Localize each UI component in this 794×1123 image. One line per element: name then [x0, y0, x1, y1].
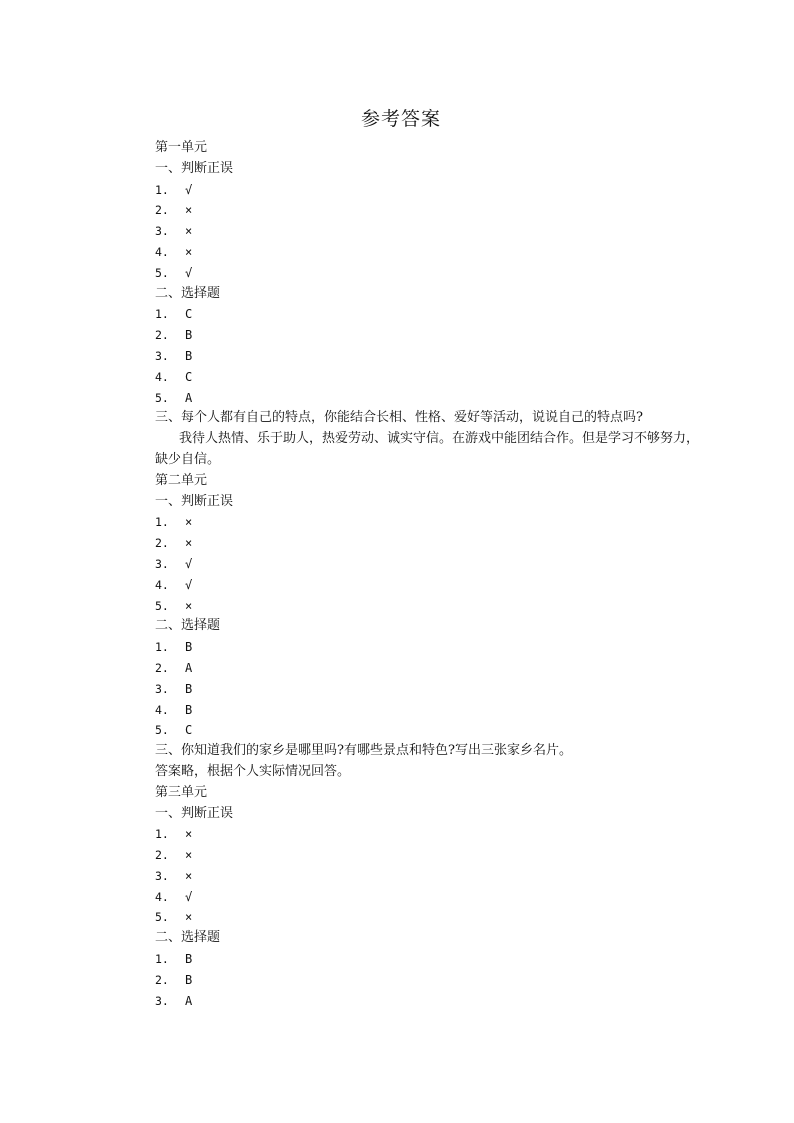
unit-1-judge-item	[155, 180, 735, 201]
unit-1-judge-item	[155, 242, 735, 263]
item-number: 2.	[155, 972, 169, 987]
unit-1-choice-item	[155, 346, 735, 367]
item-number: 3.	[155, 224, 169, 239]
item-answer: B	[185, 702, 193, 717]
item-answer: ×	[185, 868, 193, 883]
item-number: 5.	[155, 265, 169, 280]
unit-3-part-2-heading: 二、选择题	[155, 930, 221, 946]
item-answer: C	[185, 369, 193, 384]
item-answer: C	[185, 307, 193, 322]
item-answer: B	[185, 952, 193, 967]
unit-3-judge-item	[155, 907, 735, 928]
item-number: 2.	[155, 848, 169, 863]
unit-2-choice-item	[155, 720, 735, 741]
item-answer: B	[185, 348, 193, 363]
item-answer: √	[185, 182, 193, 197]
item-number: 3.	[155, 348, 169, 363]
item-number: 4.	[155, 889, 169, 904]
answer-content	[155, 138, 735, 1011]
item-number: 1.	[155, 827, 169, 842]
item-answer: B	[185, 328, 193, 343]
unit-1-part-3-answer-line-1: 我待人热情、乐于助人，热爱劳动、诚实守信。在游戏中能团结合作。但是学习不够努力，	[179, 431, 700, 447]
unit-2-choice-item	[155, 658, 735, 679]
unit-3-judge-item	[155, 887, 735, 908]
item-answer: ×	[185, 224, 193, 239]
unit-3-judge-item	[155, 824, 735, 845]
unit-1-choice-item	[155, 325, 735, 346]
item-answer: A	[185, 390, 193, 405]
item-answer: √	[185, 556, 193, 571]
unit-2-part-2-heading: 二、选择题	[155, 618, 221, 634]
item-answer: B	[185, 640, 193, 655]
item-answer: √	[185, 265, 193, 280]
unit-2-judge-item	[155, 533, 735, 554]
unit-2-judge-item	[155, 596, 735, 617]
item-number: 5.	[155, 723, 169, 738]
item-number: 1.	[155, 952, 169, 967]
item-number: 4.	[155, 369, 169, 384]
item-number: 3.	[155, 681, 169, 696]
unit-1-part-1-heading: 一、判断正误	[155, 160, 234, 176]
unit-2-judge-item	[155, 512, 735, 533]
item-answer: ×	[185, 598, 193, 613]
item-answer: ×	[185, 910, 193, 925]
item-answer: ×	[185, 827, 193, 842]
unit-2-part-3-heading: 三、你知道我们的家乡是哪里吗?有哪些景点和特色?写出三张家乡名片。	[155, 743, 572, 759]
unit-3-choice-item	[155, 991, 735, 1012]
item-number: 4.	[155, 577, 169, 592]
item-number: 5.	[155, 910, 169, 925]
item-number: 1.	[155, 307, 169, 322]
item-number: 2.	[155, 536, 169, 551]
unit-2-heading: 第二单元	[155, 472, 208, 488]
item-number: 3.	[155, 993, 169, 1008]
unit-1-part-3-heading: 三、每个人都有自己的特点，你能结合长相、性格、爱好等活动，说说自己的特点吗?	[155, 410, 643, 426]
unit-1-choice-item	[155, 304, 735, 325]
item-answer: √	[185, 577, 193, 592]
item-number: 4.	[155, 244, 169, 259]
item-number: 1.	[155, 640, 169, 655]
item-number: 5.	[155, 598, 169, 613]
unit-2-judge-item	[155, 575, 735, 596]
item-answer: ×	[185, 515, 193, 530]
item-number: 5.	[155, 390, 169, 405]
item-answer: B	[185, 681, 193, 696]
unit-2-choice-item	[155, 700, 735, 721]
item-number: 2.	[155, 203, 169, 218]
item-answer: ×	[185, 536, 193, 551]
item-answer: √	[185, 889, 193, 904]
unit-3-part-1-heading: 一、判断正误	[155, 805, 234, 821]
item-number: 4.	[155, 702, 169, 717]
unit-3-heading: 第三单元	[155, 784, 208, 800]
page-title: 参考答案	[360, 108, 441, 130]
unit-1-heading: 第一单元	[155, 140, 208, 155]
item-answer: ×	[185, 244, 193, 259]
unit-2-choice-item	[155, 679, 735, 700]
unit-3-judge-item	[155, 866, 735, 887]
item-number: 2.	[155, 328, 169, 343]
item-number: 1.	[155, 182, 169, 197]
unit-3-choice-item	[155, 949, 735, 970]
unit-2-choice-item	[155, 637, 735, 658]
item-answer: A	[185, 660, 193, 675]
item-answer: ×	[185, 848, 193, 863]
unit-2-part-3-answer: 答案略，根据个人实际情况回答。	[155, 763, 351, 779]
unit-1-judge-item	[155, 263, 735, 284]
unit-1-part-2-heading: 二、选择题	[155, 285, 221, 301]
unit-3-judge-item	[155, 845, 735, 866]
unit-3-choice-item	[155, 970, 735, 991]
unit-1-choice-item	[155, 367, 735, 388]
item-number: 1.	[155, 515, 169, 530]
item-answer: A	[185, 993, 193, 1008]
unit-1-judge-item	[155, 200, 735, 221]
item-number: 3.	[155, 868, 169, 883]
item-answer: B	[185, 972, 193, 987]
unit-1-judge-item	[155, 221, 735, 242]
item-answer: C	[185, 723, 193, 738]
unit-2-part-1-heading: 一、判断正误	[155, 493, 234, 509]
unit-2-judge-item	[155, 554, 735, 575]
item-number: 3.	[155, 556, 169, 571]
unit-1-choice-item	[155, 388, 735, 409]
unit-1-part-3-answer-line-2: 缺少自信。	[155, 451, 221, 467]
item-answer: ×	[185, 203, 193, 218]
item-number: 2.	[155, 660, 169, 675]
